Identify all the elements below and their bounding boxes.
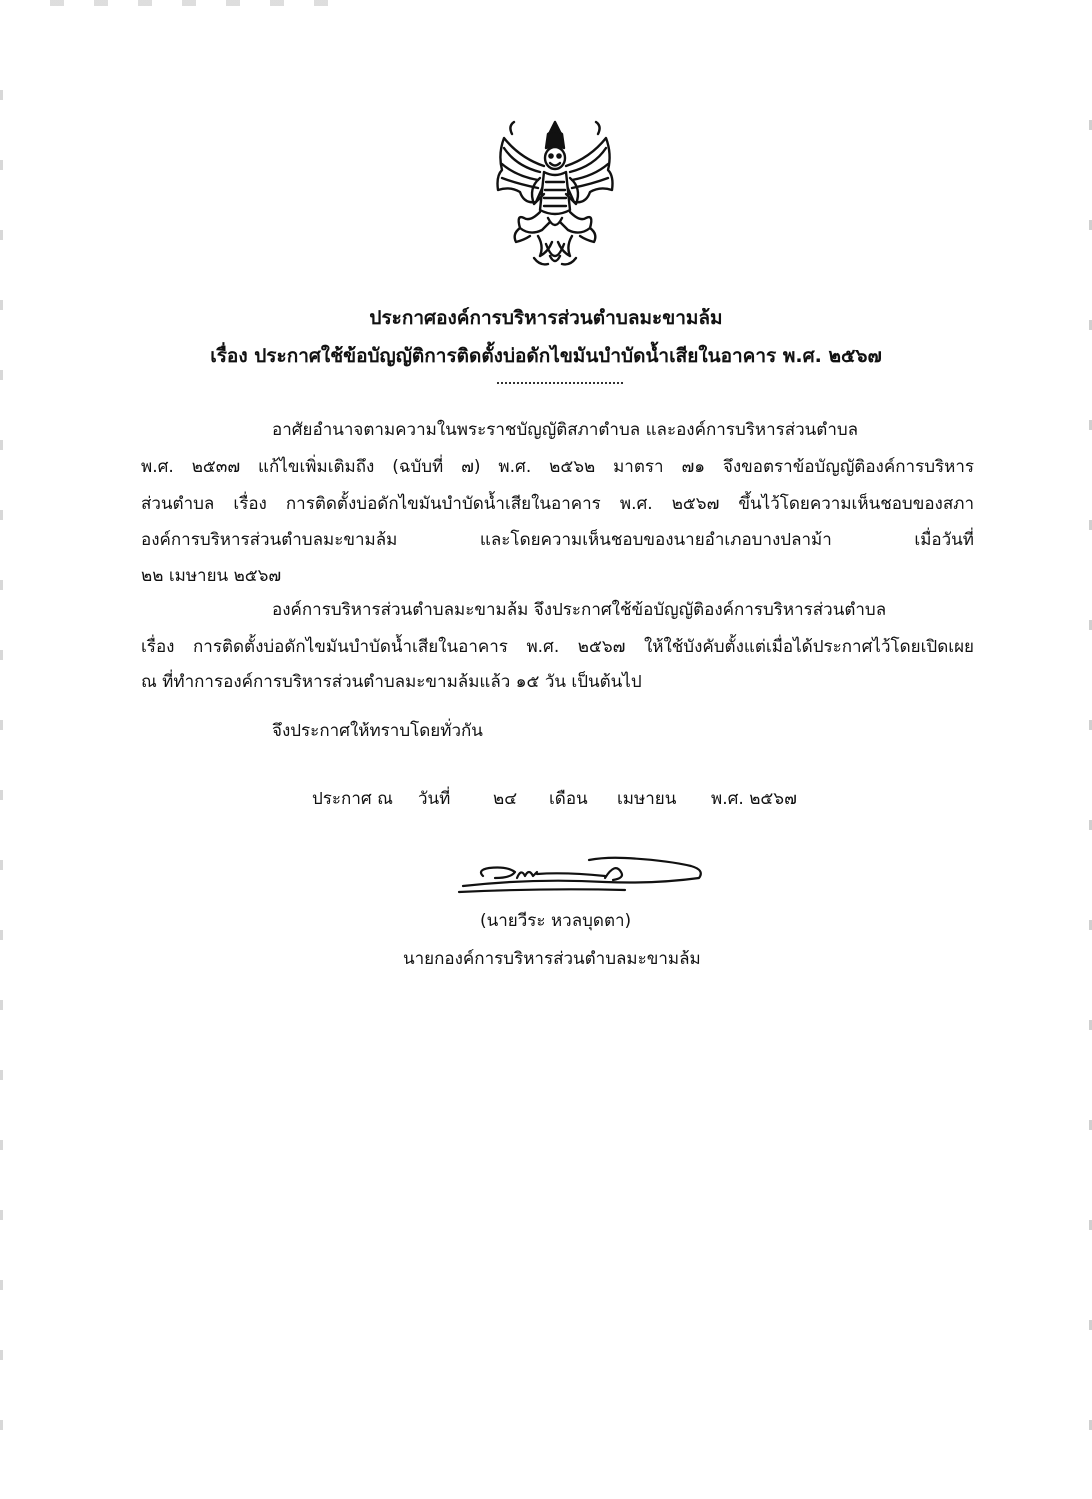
paragraph-2-line-3: ณ ที่ทำการองค์การบริหารส่วนตำบลมะขามล้มแล้ว ๑๕ วัน เป็นต้นไป (141, 672, 642, 692)
title-divider (497, 382, 623, 384)
paragraph-1-line-1: อาศัยอำนาจตามความในพระราชบัญญัติสภาตำบล และองค์การบริหารส่วนตำบล (272, 420, 859, 440)
signatory-name: (นายวีระ หวลบุดตา) (480, 911, 632, 931)
paragraph-1-line-5: ๒๒ เมษายน ๒๕๖๗ (141, 566, 282, 586)
paragraph-1-line-3: ส่วนตำบล เรื่อง การติดตั้งบ่อดักไขมันบำบัดน้ำเสียในอาคาร พ.ศ. ๒๕๖๗ ขึ้นไว้โดยความเห็นชอบของสภา (141, 494, 974, 514)
signatory-position: นายกองค์การบริหารส่วนตำบลมะขามล้ม (403, 949, 701, 969)
paragraph-2-line-1: องค์การบริหารส่วนตำบลมะขามล้ม จึงประกาศใช้ข้อบัญญัติองค์การบริหารส่วนตำบล (272, 600, 887, 620)
announcement-subject: เรื่อง ประกาศใช้ข้อบัญญัติการติดตั้งบ่อดักไขมันบำบัดน้ำเสียในอาคาร พ.ศ. ๒๕๖๗ (210, 345, 882, 367)
paragraph-2-line-2: เรื่อง การติดตั้งบ่อดักไขมันบำบัดน้ำเสียในอาคาร พ.ศ. ๒๕๖๗ ให้ใช้บังคับตั้งแต่เมื่อได้ประกาศไว้โดยเปิดเผย (141, 637, 974, 657)
date-day-label: วันที่ (418, 789, 451, 809)
paragraph-1-line-2: พ.ศ. ๒๕๓๗ แก้ไขเพิ่มเติมถึง (ฉบับที่ ๗) พ.ศ. ๒๕๖๒ มาตรา ๗๑ จึงขอตราข้อบัญญัติองค์การบริหาร (141, 457, 974, 477)
date-day: ๒๔ (493, 789, 518, 809)
date-month: เมษายน (617, 789, 677, 809)
scan-edge-top (20, 0, 340, 6)
closing-sentence: จึงประกาศให้ทราบโดยทั่วกัน (272, 721, 483, 741)
announcement-title: ประกาศองค์การบริหารส่วนตำบลมะขามล้ม (369, 307, 723, 329)
date-announced-at: ประกาศ ณ (312, 789, 393, 809)
date-month-label: เดือน (549, 789, 588, 809)
garuda-emblem-icon (490, 118, 620, 272)
paragraph-1-line-4: องค์การบริหารส่วนตำบลมะขามล้ม และโดยความเห็นชอบของนายอำเภอบางปลาม้า เมื่อวันที่ (141, 530, 974, 550)
scan-edge-left (0, 30, 3, 1470)
handwritten-signature (455, 848, 715, 898)
date-year: พ.ศ. ๒๕๖๗ (711, 789, 797, 809)
